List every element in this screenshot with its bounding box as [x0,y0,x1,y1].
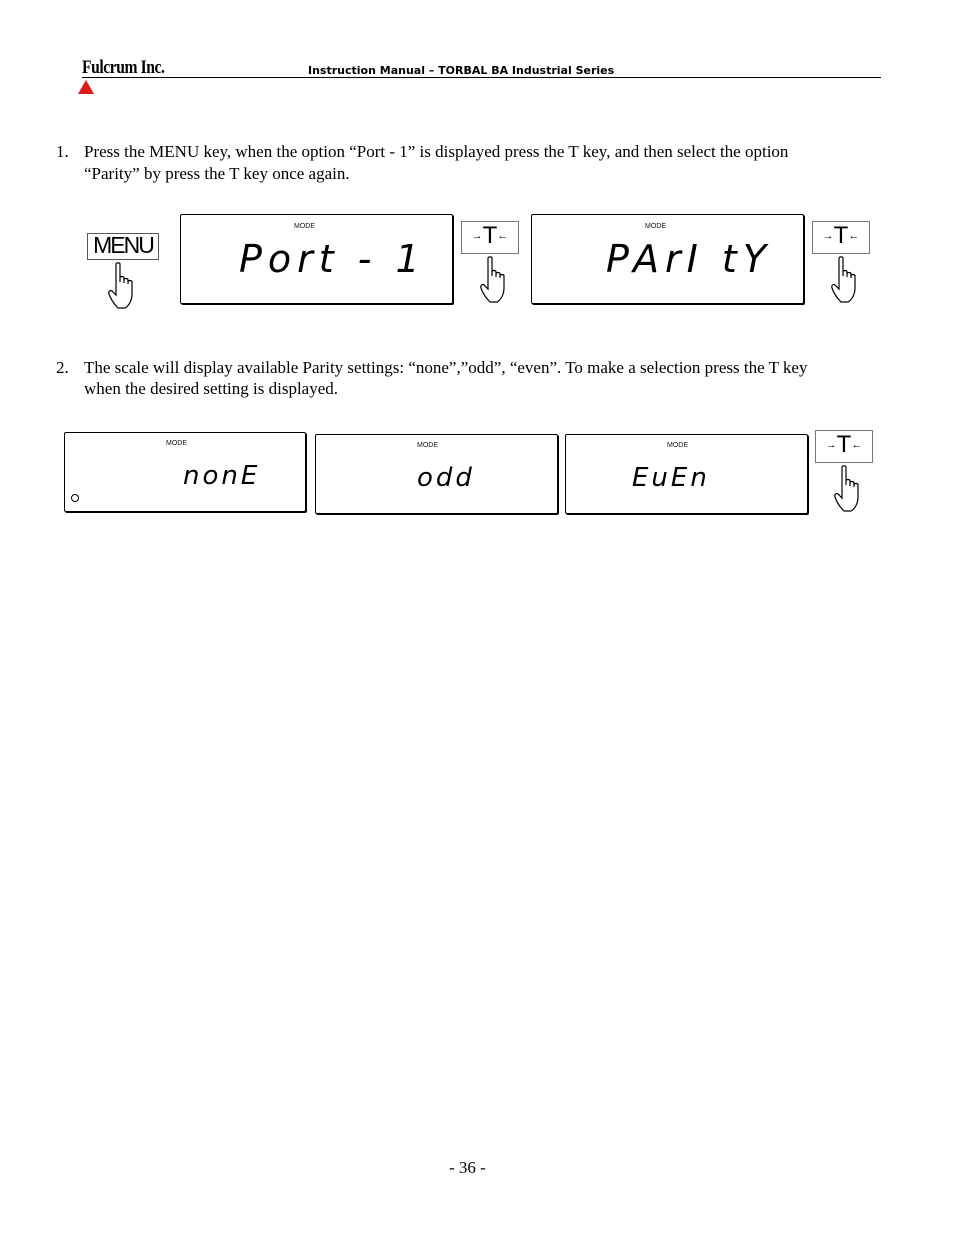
step-2-line-2: when the desired setting is displayed. [84,379,339,398]
page-number: - 36 - [449,1158,486,1177]
pointing-hand-icon [830,256,862,304]
lcd-readout: EuEn [632,463,710,493]
stability-indicator-icon [71,494,79,502]
lcd-display-even [565,434,808,514]
step-2-number: 2. [56,358,69,377]
pointing-hand-icon [479,256,511,304]
company-logo: Fulcrum Inc. [82,57,165,78]
tare-key [815,430,873,463]
step-1-line-2: “Parity” by press the T key once again. [84,164,350,183]
lcd-display-odd [315,434,558,514]
lcd-readout: Port - 1 [239,237,426,281]
arrow-left-icon: ← [851,439,863,451]
arrow-left-icon: ← [497,230,509,242]
lcd-readout: odd [417,463,475,493]
lcd-readout: PArI tY [606,237,773,281]
lcd-mode-label: MODE [294,223,315,230]
lcd-display-port [180,214,453,304]
pointing-hand-icon [833,465,865,513]
pointing-hand-icon [107,262,139,310]
step-1-number: 1. [56,142,69,161]
lcd-mode-label: MODE [166,440,187,447]
header-title: Instruction Manual – TORBAL BA Industrial Series [308,64,615,77]
lcd-display-parity [531,214,804,304]
tare-key-label: T [836,431,852,458]
arrow-left-icon: ← [848,230,860,242]
lcd-display-none [64,432,306,512]
tare-key [461,221,519,254]
arrow-right-icon: → [825,439,837,451]
lcd-mode-label: MODE [417,442,438,449]
header-divider [82,77,881,78]
logo-triangle-icon [78,80,94,94]
lcd-mode-label: MODE [645,223,666,230]
step-2-line-1: The scale will display available Parity settings: “none”,”odd”, “even”. To make a selection press the T key [84,358,808,377]
arrow-right-icon: → [822,230,834,242]
step-1-line-1: Press the MENU key, when the option “Port - 1” is displayed press the T key, and then select the option [84,142,789,161]
tare-key [812,221,870,254]
lcd-readout: nonE [183,461,261,491]
lcd-mode-label: MODE [667,442,688,449]
arrow-right-icon: → [471,230,483,242]
tare-key-label: T [833,222,849,249]
tare-key-label: T [482,222,498,249]
menu-key: MENU [87,233,159,260]
